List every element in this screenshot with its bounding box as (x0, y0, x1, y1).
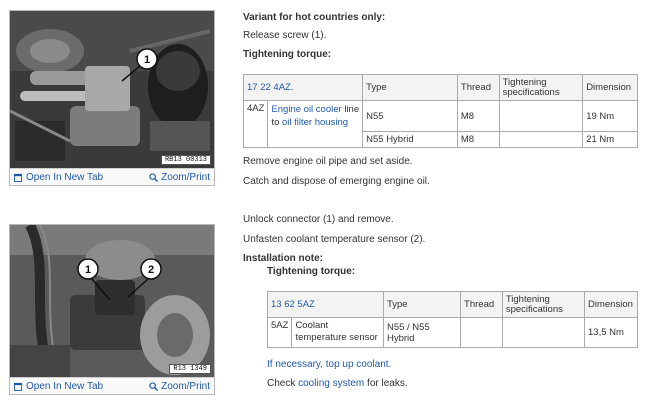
cell-spec (499, 132, 583, 148)
oil-filter-housing-link[interactable]: oil filter housing (282, 117, 349, 128)
engine-oil-cooler-link[interactable]: Engine oil cooler (271, 104, 342, 115)
torque-heading-2: Tightening torque: (267, 266, 356, 277)
zoom-print-label: Zoom/Print (161, 171, 210, 183)
open-in-new-tab-label: Open In New Tab (26, 171, 104, 183)
cell-dimension: 21 Nm (583, 132, 638, 148)
cell-type: N55 (363, 101, 458, 132)
row-description: Coolant temperature sensor (292, 318, 384, 348)
step-remove-pipe: Remove engine oil pipe and set aside. (243, 156, 413, 167)
open-tab-icon (14, 382, 23, 391)
step-catch-oil: Catch and dispose of emerging engine oil. (243, 176, 430, 187)
table-code: 17 22 4AZ. (244, 75, 363, 101)
magnifier-icon (149, 382, 158, 391)
check-leaks-text: Check cooling system for leaks. (267, 378, 408, 389)
figure-actions (10, 168, 214, 185)
svg-text:1: 1 (143, 54, 151, 66)
step-unlock-connector: Unlock connector (1) and remove. (243, 214, 394, 225)
figure-oil-cooler (9, 10, 215, 186)
col-dimension: Dimension (583, 75, 638, 101)
svg-text:1: 1 (84, 264, 92, 276)
step-unfasten-sensor: Unfasten coolant temperature sensor (2). (243, 234, 426, 245)
zoom-print-label: Zoom/Print (161, 380, 210, 392)
zoom-print-link[interactable] (149, 381, 210, 392)
figure-coolant-sensor (9, 224, 215, 395)
row-code: 4AZ (244, 101, 268, 148)
cell-spec (499, 101, 583, 132)
cell-dimension: 13,5 Nm (585, 318, 638, 348)
col-spec: Tightening specifications (502, 292, 584, 318)
cell-thread: M8 (457, 132, 499, 148)
figure-ref-code: RB13 00313 (161, 155, 211, 165)
cell-type: N55 Hybrid (363, 132, 458, 148)
step-release-screw: Release screw (1). (243, 30, 327, 41)
cell-dimension: 19 Nm (583, 101, 638, 132)
cell-type: N55 / N55 Hybrid (383, 318, 460, 348)
magnifier-icon (149, 173, 158, 182)
col-thread: Thread (457, 75, 499, 101)
engine-photo (10, 11, 214, 168)
col-dimension: Dimension (585, 292, 638, 318)
zoom-print-link[interactable] (149, 172, 210, 183)
figure-ref-code: R13 1349 (169, 364, 211, 374)
open-tab-icon (14, 173, 23, 182)
cooling-system-link[interactable]: cooling system (298, 378, 365, 389)
open-in-new-tab-link[interactable] (14, 172, 103, 183)
col-type: Type (363, 75, 458, 101)
cell-thread: M8 (457, 101, 499, 132)
cell-thread (461, 318, 503, 348)
table-code: 13 62 5AZ (268, 292, 384, 318)
sensor-photo (10, 225, 214, 377)
open-in-new-tab-link[interactable] (14, 381, 103, 392)
torque-table-1 (243, 74, 638, 148)
svg-text:2: 2 (147, 264, 155, 276)
row-code: 5AZ (268, 318, 292, 348)
figure-actions (10, 377, 214, 394)
col-thread: Thread (461, 292, 503, 318)
row-description: Engine oil cooler line to oil filter housing (268, 101, 363, 148)
top-up-coolant-link[interactable]: If necessary, top up coolant. (267, 359, 392, 370)
col-spec: Tightening specifications (499, 75, 583, 101)
torque-heading-1: Tightening torque: (243, 49, 332, 60)
variant-note: Variant for hot countries only: (243, 12, 386, 23)
installation-note-heading: Installation note: (243, 253, 323, 264)
col-type: Type (383, 292, 460, 318)
open-in-new-tab-label: Open In New Tab (26, 380, 104, 392)
cell-spec (502, 318, 584, 348)
torque-table-2 (267, 291, 638, 348)
